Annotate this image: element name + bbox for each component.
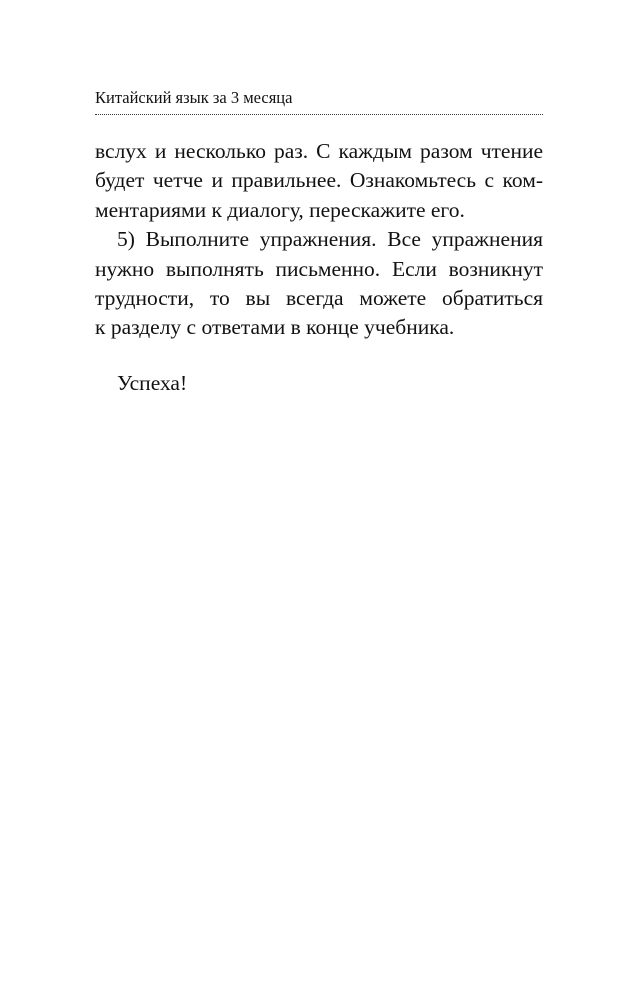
- body-text: [95, 137, 543, 343]
- text-line: трудности, то вы всегда можете обратиться: [95, 285, 543, 310]
- text-line: 5) Выполните упражнения. Все упражнения: [117, 227, 543, 252]
- closing-text: Успеха!: [117, 371, 188, 395]
- running-header-title: Китайский язык за 3 месяца: [95, 88, 293, 107]
- text-line: вслух и несколько раз. С каждым разом чтение: [95, 139, 543, 163]
- header-dotted-rule: [95, 114, 543, 115]
- text-line: ментариями к диалогу, перескажите его.: [95, 197, 465, 222]
- text-line: к разделу с ответами в конце учебника.: [95, 315, 455, 340]
- text-line: будет четче и правильнее. Ознакомьтесь с ком-: [95, 168, 543, 193]
- text-line: нужно выполнять письменно. Если возникнут: [95, 256, 543, 281]
